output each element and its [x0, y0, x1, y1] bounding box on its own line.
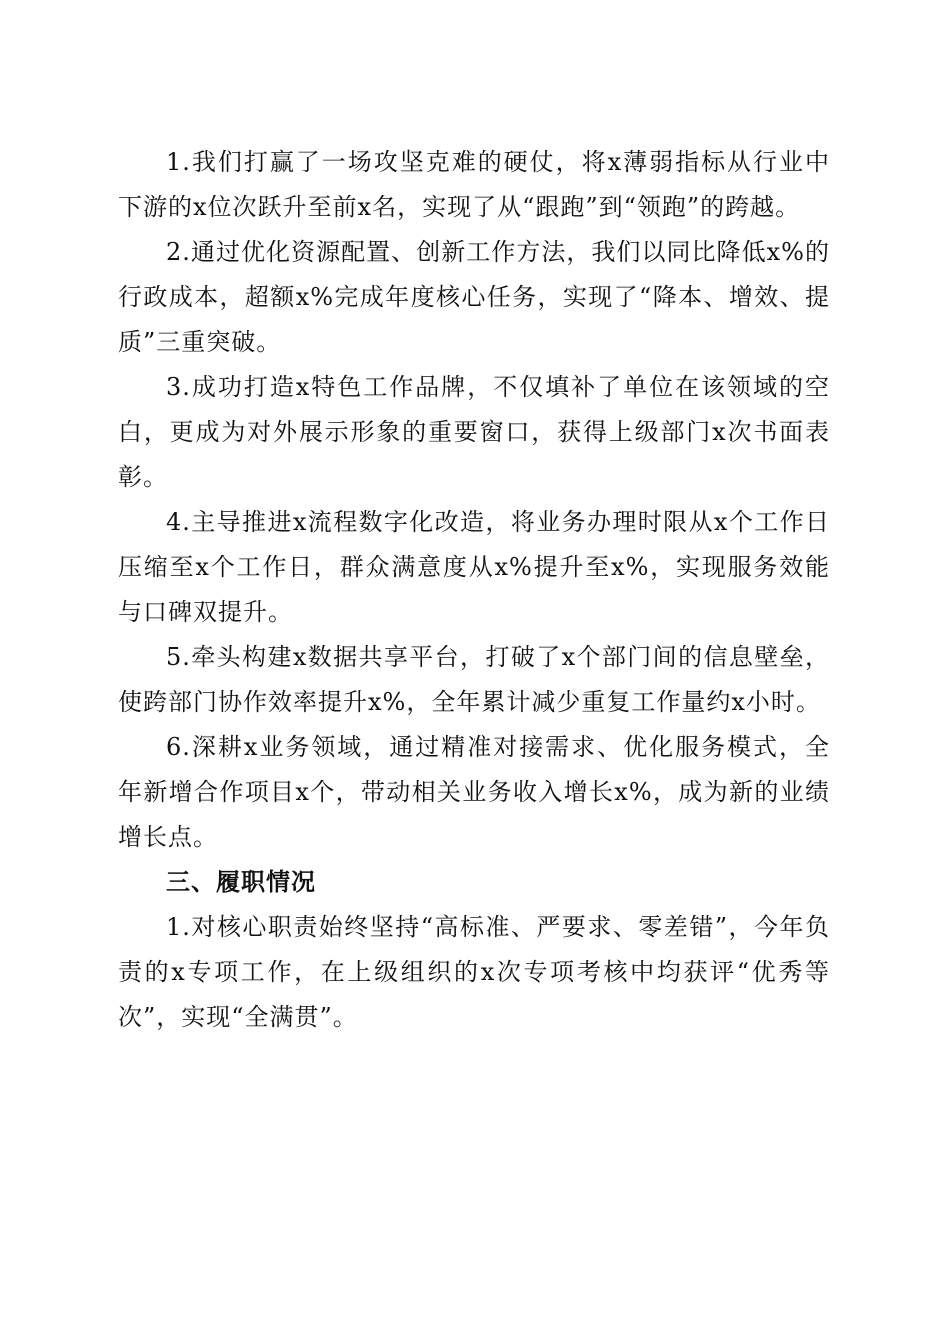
- document-body: [118, 140, 830, 1040]
- paragraph-achievement-2: 2.通过优化资源配置、创新工作方法，我们以同比降低x%的行政成本，超额x%完成年度核心任务，实现了“降本、增效、提质”三重突破。: [118, 238, 830, 356]
- paragraph-achievement-5: 5.牵头构建x数据共享平台，打破了x个部门间的信息壁垒，使跨部门协作效率提升x%，全年累计减少重复工作量约x小时。: [118, 643, 830, 716]
- paragraph-duty-1: 1.对核心职责始终坚持“高标准、严要求、零差错”，今年负责的x专项工作，在上级组织的x次专项考核中均获评“优秀等次”，实现“全满贯”。: [118, 913, 830, 1031]
- section-heading: 三、履职情况: [166, 868, 316, 896]
- paragraph-achievement-3: 3.成功打造x特色工作品牌，不仅填补了单位在该领域的空白，更成为对外展示形象的重要窗口，获得上级部门x次书面表彰。: [118, 373, 830, 491]
- paragraph-achievement-1: 1.我们打赢了一场攻坚克难的硬仗，将x薄弱指标从行业中下游的x位次跃升至前x名，实现了从“跟跑”到“领跑”的跨越。: [118, 148, 830, 221]
- paragraph-achievement-6: 6.深耕x业务领域，通过精准对接需求、优化服务模式，全年新增合作项目x个，带动相关业务收入增长x%，成为新的业绩增长点。: [118, 733, 830, 851]
- paragraph-achievement-4: 4.主导推进x流程数字化改造，将业务办理时限从x个工作日压缩至x个工作日，群众满意度从x%提升至x%，实现服务效能与口碑双提升。: [118, 508, 830, 626]
